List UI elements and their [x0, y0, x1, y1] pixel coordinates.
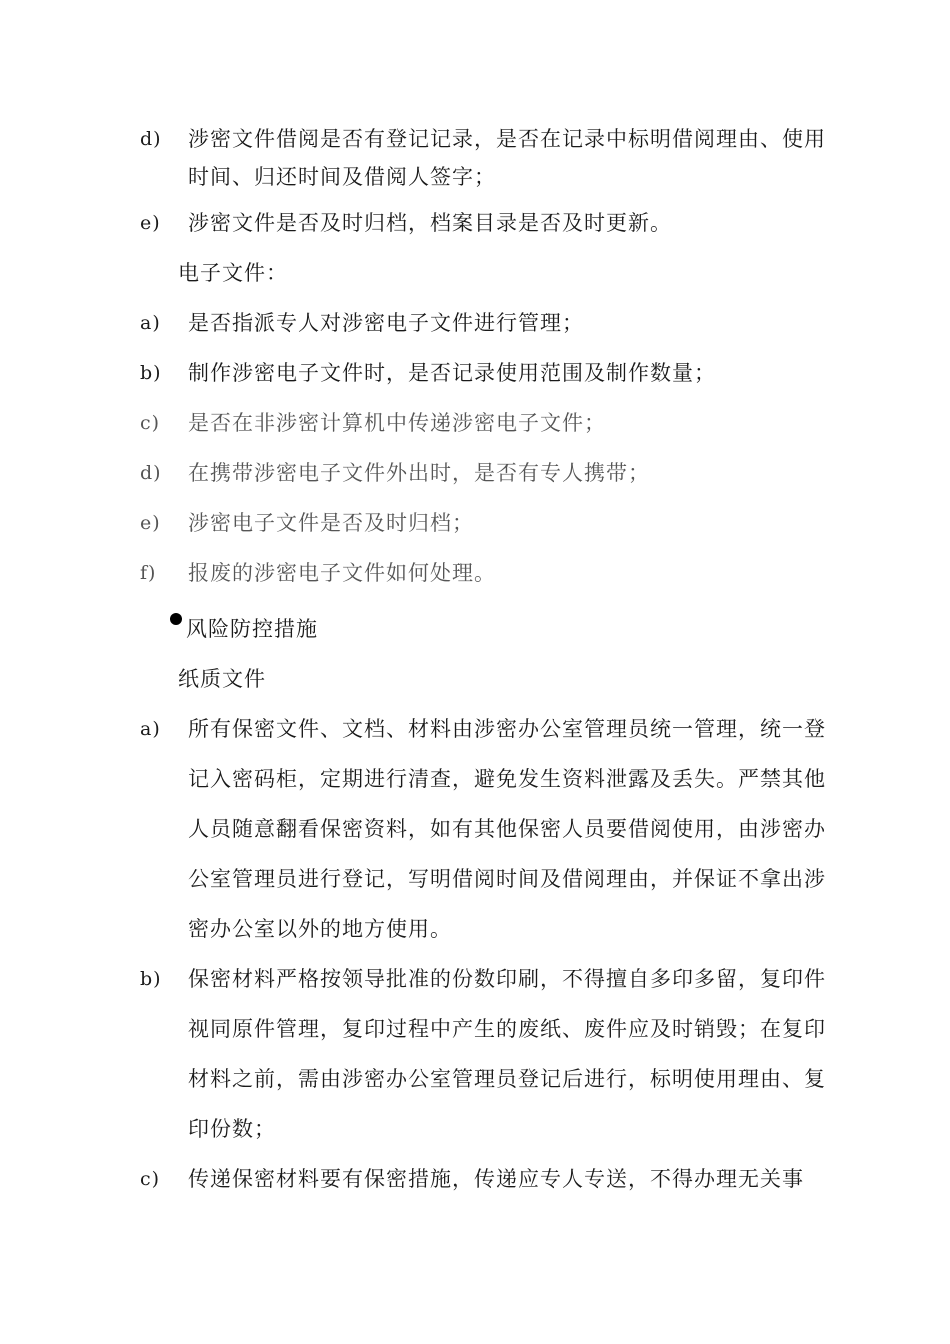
list-item-text: 涉密文件借阅是否有登记记录，是否在记录中标明借阅理由、使用时间、归还时间及借阅人签字； [188, 127, 826, 189]
list-item-text: 在携带涉密电子文件外出时，是否有专人携带； [188, 461, 650, 485]
list-marker: c) [140, 412, 161, 434]
list-item-text: 是否指派专人对涉密电子文件进行管理； [188, 311, 584, 335]
section-heading-paper: 纸质文件 [178, 667, 266, 691]
list-marker: b) [140, 362, 162, 384]
list-item [140, 1154, 830, 1204]
bullet-icon [170, 613, 182, 625]
list-item [140, 498, 830, 548]
list-item [140, 198, 830, 248]
list-item [140, 954, 830, 1154]
list-item [140, 348, 830, 398]
list-marker: e) [140, 512, 161, 534]
list-item-text: 涉密电子文件是否及时归档； [188, 511, 474, 535]
list-marker: a) [140, 312, 161, 334]
section-heading-electronic: 电子文件： [178, 261, 288, 285]
list-item-text: 是否在非涉密计算机中传递涉密电子文件； [188, 411, 606, 435]
list-marker: b) [140, 968, 162, 990]
list-item-text: 传递保密材料要有保密措施，传递应专人专送，不得办理无关事 [188, 1167, 804, 1191]
list-item [140, 704, 830, 954]
list-marker: e) [140, 212, 161, 234]
list-marker: c) [140, 1168, 161, 1190]
list-marker: a) [140, 718, 161, 740]
list-item-text: 保密材料严格按领导批准的份数印刷，不得擅自多印多留，复印件视同原件管理，复印过程中产生的废纸、废件应及时销毁；在复印材料之前，需由涉密办公室管理员登记后进行，标明使用理由、复印份数； [188, 967, 826, 1141]
list-item [140, 120, 830, 196]
section-heading-risk: 风险防控措施 [186, 617, 318, 641]
list-marker: d) [140, 128, 162, 150]
list-item [140, 448, 830, 498]
list-item-text: 涉密文件是否及时归档，档案目录是否及时更新。 [188, 211, 672, 235]
list-marker: d) [140, 462, 162, 484]
list-item-text: 报废的涉密电子文件如何处理。 [188, 561, 496, 585]
list-marker: f) [140, 562, 157, 584]
list-item-text: 所有保密文件、文档、材料由涉密办公室管理员统一管理，统一登记入密码柜，定期进行清查，避免发生资料泄露及丢失。严禁其他人员随意翻看保密资料，如有其他保密人员要借阅使用，由涉密办公室管理员进行登记，写明借阅时间及借阅理由，并保证不拿出涉密办公室以外的地方使用。 [188, 717, 826, 941]
list-item-text: 制作涉密电子文件时，是否记录使用范围及制作数量； [188, 361, 716, 385]
list-item [140, 298, 830, 348]
list-item [140, 548, 830, 598]
list-item [140, 398, 830, 448]
